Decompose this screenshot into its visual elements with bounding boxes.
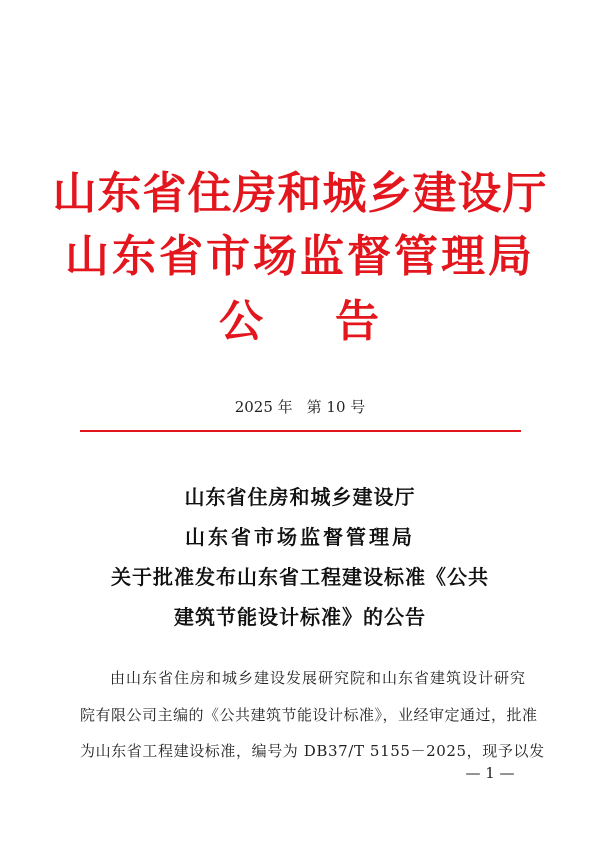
- masthead-doc-type: [0, 296, 600, 348]
- page-number: — 1 —: [465, 764, 515, 782]
- body-paragraph-line-3: 为山东省工程建设标准，编号为 DB37/T 5155－2025，现予以发: [80, 742, 545, 760]
- red-divider: [80, 430, 521, 432]
- announcement-title-line-2: 山东省市场监督管理局: [185, 525, 415, 549]
- body-paragraph-line-1: 由山东省住房和城乡建设发展研究院和山东省建筑设计研究: [110, 669, 527, 687]
- announcement-title-line-3: 关于批准发布山东省工程建设标准《公共: [111, 565, 489, 589]
- document-serial: 第 10 号: [306, 398, 366, 416]
- document-number: [0, 397, 600, 417]
- masthead-issuer-1: 山东省住房和城乡建设厅: [52, 168, 548, 219]
- body-paragraph-line-2: 院有限公司主编的《公共建筑节能设计标准》，业经审定通过，批准: [80, 706, 538, 724]
- masthead-doc-type-char-1: 公: [219, 296, 265, 347]
- announcement-title-line-1: 山东省住房和城乡建设厅: [184, 485, 416, 509]
- document-year: 2025 年: [234, 398, 293, 416]
- masthead-doc-type-char-2: 告: [335, 296, 381, 347]
- announcement-title-line-4: 建筑节能设计标准》的公告: [174, 605, 426, 629]
- masthead-issuer-2: 山东省市场监督管理局: [65, 231, 535, 282]
